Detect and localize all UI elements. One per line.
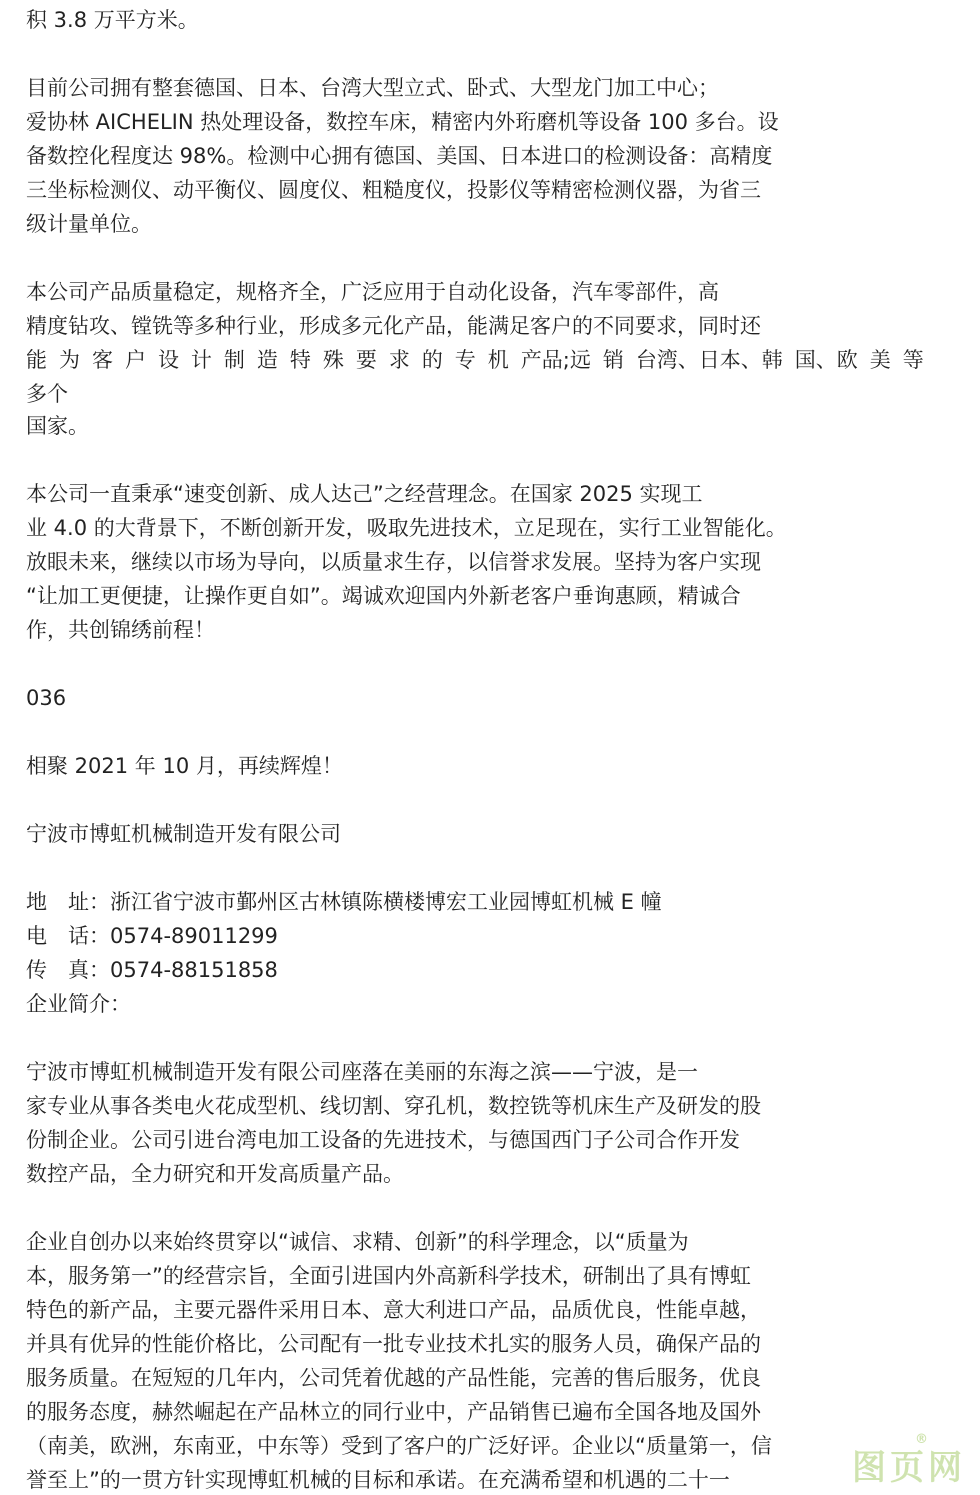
text-line: 特色的新产品，主要元器件采用日本、意大利进口产品，品质优良，性能卓越， xyxy=(26,1298,761,1322)
text-line: 精度钻攻、镗铣等多种行业，形成多元化产品，能满足客户的不同要求，同时还 xyxy=(26,314,761,338)
justified-token: 客 xyxy=(91,348,113,372)
watermark-logo xyxy=(852,1432,966,1489)
text-line: 份制企业。公司引进台湾电加工设备的先进技术，与德国西门子公司合作开发 xyxy=(26,1128,740,1152)
text-line: 目前公司拥有整套德国、日本、台湾大型立式、卧式、大型龙门加工中心； xyxy=(26,76,719,100)
justified-token: 等 xyxy=(902,348,924,372)
company-name: 宁波市博虹机械制造开发有限公司 xyxy=(26,822,341,846)
text-line: 本，服务第一”的经营宗旨，全面引进国内外高新科学技术，研制出了具有博虹 xyxy=(26,1264,751,1288)
booth-number: 036 xyxy=(26,686,67,710)
justified-token: 销 xyxy=(602,348,624,372)
intro-heading: 企业简介： xyxy=(26,992,131,1016)
text-line: （南美，欧洲，东南亚，中东等）受到了客户的广泛好评。企业以“质量第一，信 xyxy=(26,1434,772,1458)
address-line: 地 址：浙江省宁波市鄞州区古林镇陈横楼博宏工业园博虹机械 E 幢 xyxy=(26,890,662,914)
text-line: 家专业从事各类电火花成型机、线切割、穿孔机，数控铣等机床生产及研发的股 xyxy=(26,1094,761,1118)
justified-token: 的 xyxy=(421,348,443,372)
text-line: 爱协林 AICHELIN 热处理设备，数控车床，精密内外珩磨机等设备 100 多台。设 xyxy=(26,110,779,134)
text-line: 并具有优异的性能价格比，公司配有一批专业技术扎实的服务人员，确保产品的 xyxy=(26,1332,761,1356)
justified-token: 为 xyxy=(58,348,80,372)
text-line: 本公司产品质量稳定，规格齐全，广泛应用于自动化设备，汽车零部件，高 xyxy=(26,280,719,304)
justified-token: 造 xyxy=(256,348,278,372)
justified-token: 户 xyxy=(124,348,146,372)
phone-line: 电 话：0574-89011299 xyxy=(26,924,278,948)
text-line: 三坐标检测仪、动平衡仪、圆度仪、粗糙度仪，投影仪等精密检测仪器，为省三 xyxy=(26,178,761,202)
text-line: 积 3.8 万平方米。 xyxy=(26,8,199,32)
justified-token: 能 xyxy=(26,348,47,372)
justified-token: 国、欧 xyxy=(794,348,858,372)
text-line: 备数控化程度达 98%。检测中心拥有德国、美国、日本进口的检测设备：高精度 xyxy=(26,144,773,168)
justified-token: 美 xyxy=(869,348,891,372)
text-line: 数控产品，全力研究和开发高质量产品。 xyxy=(26,1162,404,1186)
justified-token: 殊 xyxy=(322,348,344,372)
text-line: 业 4.0 的大背景下，不断创新开发，吸取先进技术，立足现在，实行工业智能化。 xyxy=(26,516,787,540)
justified-token: 特 xyxy=(289,348,311,372)
justified-text-line xyxy=(26,346,924,374)
justified-token: 专 xyxy=(454,348,476,372)
text-line: 誉至上”的一贯方针实现博虹机械的目标和承诺。在充满希望和机遇的二十一 xyxy=(26,1468,730,1492)
text-line: “让加工更便捷，让操作更自如”。竭诚欢迎国内外新老客户垂询惠顾，精诚合 xyxy=(26,584,741,608)
justified-token: 机 xyxy=(487,348,509,372)
watermark-text: 图页网 xyxy=(852,1448,966,1488)
text-line: 宁波市博虹机械制造开发有限公司座落在美丽的东海之滨——宁波，是一 xyxy=(26,1060,698,1084)
text-line: 国家。 xyxy=(26,414,89,438)
text-line: 服务质量。在短短的几年内，公司凭着优越的产品性能，完善的售后服务，优良 xyxy=(26,1366,761,1390)
justified-token: 要 xyxy=(355,348,377,372)
text-line: 本公司一直秉承“速变创新、成人达己”之经营理念。在国家 2025 实现工 xyxy=(26,482,703,506)
fax-line: 传 真：0574-88151858 xyxy=(26,958,278,982)
justified-token: 台湾、日本、韩 xyxy=(635,348,783,372)
justified-token: 制 xyxy=(223,348,245,372)
justified-token: 计 xyxy=(190,348,212,372)
justified-token: 设 xyxy=(157,348,179,372)
slogan: 相聚 2021 年 10 月，再续辉煌！ xyxy=(26,754,343,778)
registered-mark-icon: ® xyxy=(915,1432,932,1447)
justified-token: 求 xyxy=(388,348,410,372)
justified-token: 产品;远 xyxy=(520,348,591,372)
text-line: 多个 xyxy=(26,382,68,406)
text-line: 企业自创办以来始终贯穿以“诚信、求精、创新”的科学理念，以“质量为 xyxy=(26,1230,689,1254)
text-line: 作，共创锦绣前程！ xyxy=(26,618,215,642)
text-line: 级计量单位。 xyxy=(26,212,152,236)
text-line: 放眼未来，继续以市场为导向，以质量求生存，以信誉求发展。坚持为客户实现 xyxy=(26,550,761,574)
text-line: 的服务态度，赫然崛起在产品林立的同行业中，产品销售已遍布全国各地及国外 xyxy=(26,1400,761,1424)
